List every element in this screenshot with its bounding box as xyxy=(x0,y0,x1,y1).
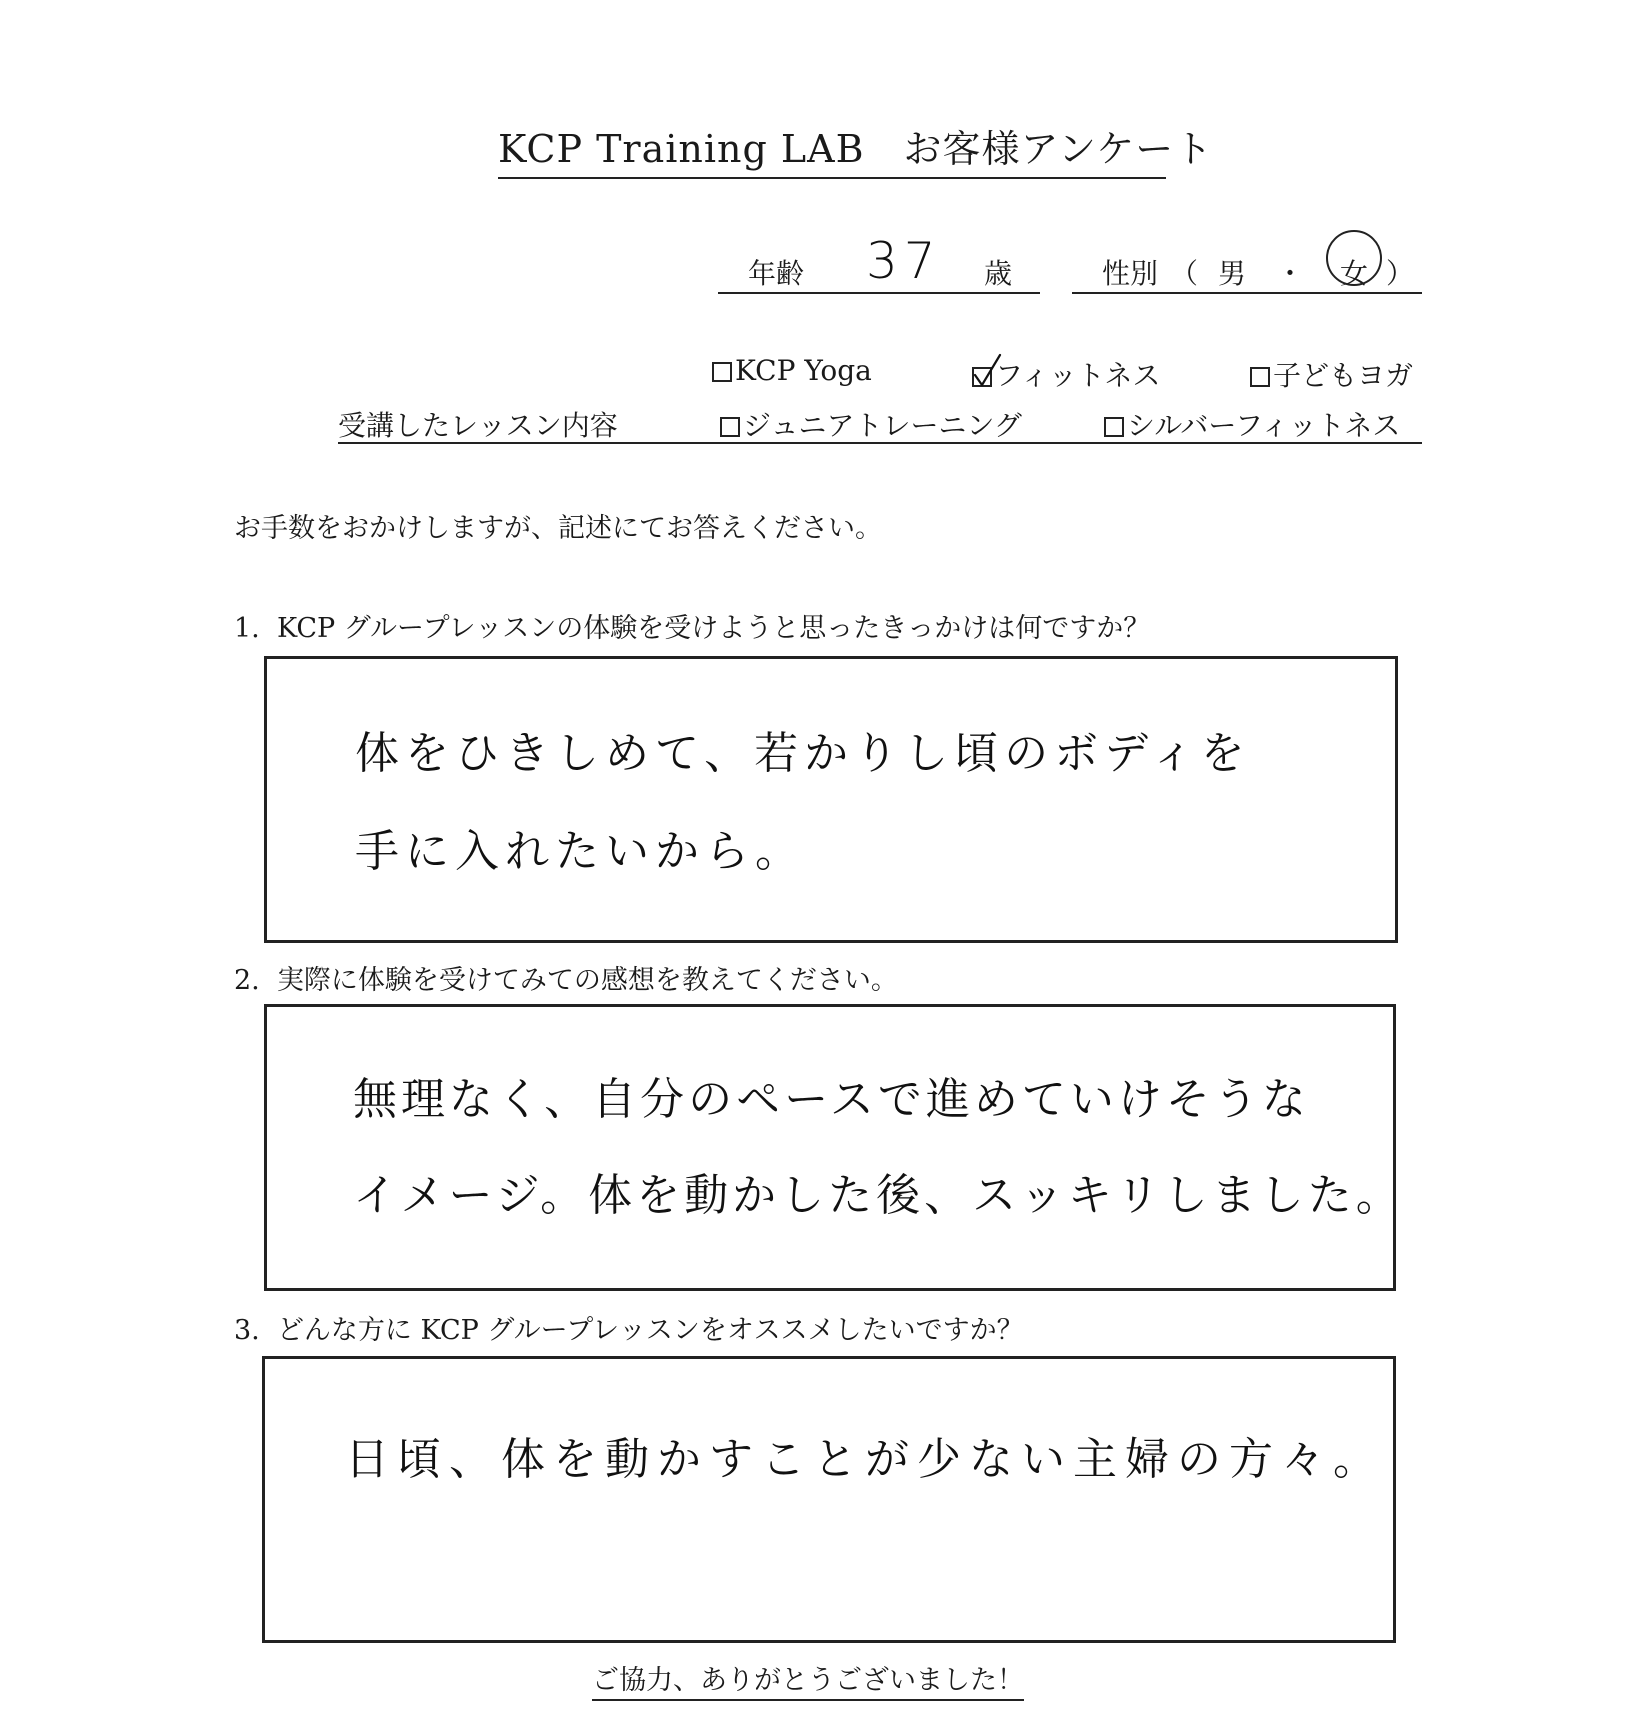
lesson-label-junior-training: ジュニアトレーニング xyxy=(743,409,1022,442)
lesson-label-kids-yoga: 子どもヨガ xyxy=(1273,359,1414,392)
gender-option-male[interactable]: 男 xyxy=(1218,257,1247,290)
lessons-underline xyxy=(338,442,1422,444)
gender-label: 性別 xyxy=(1102,257,1159,290)
question-2 xyxy=(234,958,898,997)
lesson-option-fitness[interactable] xyxy=(972,354,1160,394)
lesson-option-kcp-yoga[interactable] xyxy=(712,354,872,387)
answer-2-line-2: イメージ。体を動かした後、スッキリしました。 xyxy=(353,1170,1404,1221)
checkbox-silver-fitness[interactable] xyxy=(1104,417,1124,437)
check-mark-icon xyxy=(972,353,1002,391)
answer-2-line-1: 無理なく、自分のペースで進めていけそうな xyxy=(353,1074,1310,1125)
question-1-text: KCP グループレッスンの体験を受けようと思ったきっかけは何ですか？ xyxy=(276,613,1151,644)
lesson-option-junior-training[interactable] xyxy=(720,404,1022,444)
answer-1-line-2: 手に入れたいから。 xyxy=(355,826,805,877)
answer-box-2[interactable] xyxy=(264,1004,1404,1291)
answer-1-line-1: 体をひきしめて、若かりし頃のボディを xyxy=(355,728,1251,779)
question-3-text: どんな方に KCP グループレッスンをオススメしたいですか？ xyxy=(276,1315,1024,1346)
question-1-number: 1. xyxy=(234,613,260,644)
answer-box-3[interactable] xyxy=(262,1356,1396,1643)
intro-text: お手数をおかけしますが、記述にてお答えください。 xyxy=(234,513,882,544)
answer-box-1[interactable] xyxy=(264,656,1398,943)
form-title: KCP Training LAB お客様アンケート xyxy=(498,118,1166,179)
female-circle-mark xyxy=(1326,230,1382,286)
answer-3-line-1: 日頃、体を動かすことが少ない主婦の方々。 xyxy=(345,1434,1385,1485)
checkbox-kcp-yoga[interactable] xyxy=(712,362,732,382)
question-2-number: 2. xyxy=(234,965,260,996)
lesson-option-silver-fitness[interactable] xyxy=(1104,404,1400,444)
question-3-number: 3. xyxy=(234,1315,260,1346)
lesson-option-kids-yoga[interactable] xyxy=(1250,354,1413,394)
question-1 xyxy=(234,606,1150,645)
checkbox-kids-yoga[interactable] xyxy=(1250,367,1270,387)
age-label: 年齢 xyxy=(748,257,805,290)
gender-option-female[interactable]: 女 xyxy=(1340,257,1369,290)
gender-close-paren: ） xyxy=(1386,257,1415,290)
lessons-label: 受講したレッスン内容 xyxy=(338,409,618,442)
question-3 xyxy=(234,1308,1024,1347)
gender-open-paren: （ xyxy=(1170,257,1199,290)
question-2-text: 実際に体験を受けてみての感想を教えてください。 xyxy=(276,965,898,996)
age-unit: 歳 xyxy=(984,257,1013,290)
gender-separator: ・ xyxy=(1276,257,1305,290)
checkbox-fitness[interactable] xyxy=(972,367,992,387)
lesson-label-silver-fitness: シルバーフィットネス xyxy=(1127,409,1401,442)
age-value[interactable]: 37 xyxy=(866,232,942,290)
lesson-label-kcp-yoga: KCP Yoga xyxy=(735,354,872,387)
checkbox-junior-training[interactable] xyxy=(720,417,740,437)
age-underline xyxy=(718,292,1040,294)
gender-underline xyxy=(1072,292,1422,294)
footer-thanks: ご協力、ありがとうございました！ xyxy=(592,1658,1024,1701)
lesson-label-fitness: フィットネス xyxy=(995,359,1161,392)
